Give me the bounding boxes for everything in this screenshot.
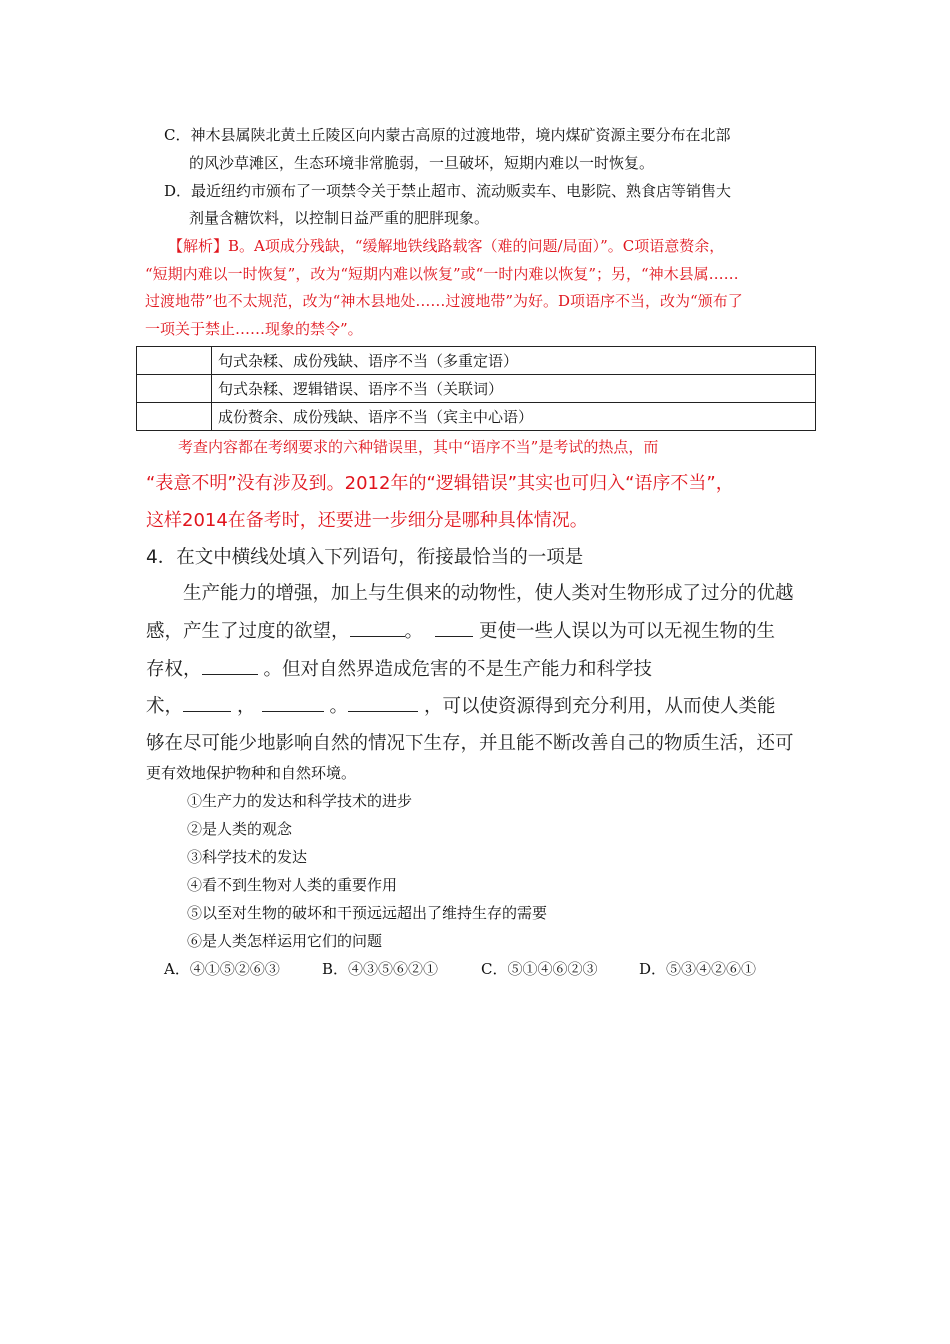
- passage-text: ，: [237, 696, 256, 717]
- analysis-line1: 【解析】B。A项成分残缺，“缓解地铁线路载客（难的问题/局面）”。C项语意赘余，: [168, 237, 725, 255]
- table-row: [137, 403, 816, 431]
- option-d-line1: D．最近纽约市颁布了一项禁令关于禁止超市、流动贩卖车、电影院、熟食店等销售大: [164, 182, 732, 200]
- passage-text: 更使一些人误以为可以无视生物的生: [479, 621, 776, 642]
- analysis-line4: 一项关于禁止……现象的禁令”。: [145, 320, 363, 338]
- blank-2[interactable]: [435, 620, 473, 637]
- commentary-line3: 这样2014在备考时，还要进一步细分是哪种具体情况。: [146, 510, 588, 531]
- passage-text: 。但对自然界造成危害的不是生产能力和科学技: [263, 659, 653, 680]
- list-item: ②是人类的观念: [187, 820, 293, 838]
- list-item: ④看不到生物对人类的重要作用: [187, 876, 398, 894]
- question4-para-line2: [146, 617, 775, 643]
- passage-text: 。: [404, 621, 424, 642]
- commentary-line2: “表意不明”没有涉及到。2012年的“逻辑错误”其实也可归入“语序不当”，: [146, 473, 734, 494]
- question4-para-line1: 生产能力的增强，加上与生俱来的动物性，使人类对生物形成了过分的优越: [183, 583, 794, 604]
- table-row: [137, 375, 816, 403]
- list-item: ⑤以至对生物的破坏和干预远远超出了维持生存的需要: [187, 904, 548, 922]
- passage-text: ，可以使资源得到充分利用，从而使人类能: [424, 696, 776, 717]
- question4-para-line6: 更有效地保护物种和自然环境。: [146, 764, 357, 782]
- blank-5[interactable]: [262, 695, 324, 712]
- table-cell-year: [137, 347, 212, 375]
- list-item: ⑥是人类怎样运用它们的问题: [187, 932, 383, 950]
- blank-1[interactable]: [350, 620, 405, 637]
- table-row: [137, 347, 816, 375]
- passage-text: 感，产生了过度的欲望，: [146, 621, 350, 642]
- passage-text: 存权，: [146, 659, 202, 680]
- list-item: ①生产力的发达和科学技术的进步: [187, 792, 413, 810]
- question4-para-line5: 够在尽可能少地影响自然的情况下生存，并且能不断改善自己的物质生活，还可: [146, 733, 794, 754]
- passage-text: 。: [329, 696, 349, 717]
- choice-b[interactable]: B．④③⑤⑥②①: [322, 960, 439, 978]
- blank-3[interactable]: [202, 658, 258, 675]
- option-c-line1: C．神木县属陕北黄土丘陵区向内蒙古高原的过渡地带，境内煤矿资源主要分布在北部: [164, 126, 731, 144]
- choice-a[interactable]: A．④①⑤②⑥③: [164, 960, 280, 978]
- blank-4[interactable]: [183, 695, 231, 712]
- table-cell-content: 句式杂糅、成份残缺、语序不当（多重定语）: [212, 347, 816, 375]
- list-item: ③科学技术的发达: [187, 848, 308, 866]
- table-cell-content: 句式杂糅、逻辑错误、语序不当（关联词）: [212, 375, 816, 403]
- table-cell-year: [137, 375, 212, 403]
- table-cell-year: [137, 403, 212, 431]
- blank-6[interactable]: [348, 695, 418, 712]
- question4-stem: 4．在文中横线处填入下列语句，衔接最恰当的一项是: [146, 547, 584, 568]
- choice-d[interactable]: D．⑤③④②⑥①: [639, 960, 757, 978]
- option-d-line2: 剂量含糖饮料，以控制日益严重的肥胖现象。: [189, 209, 490, 227]
- choice-c[interactable]: C．⑤①④⑥②③: [481, 960, 598, 978]
- passage-text: 术，: [146, 696, 184, 717]
- table-cell-content: 成份赘余、成份残缺、语序不当（宾主中心语）: [212, 403, 816, 431]
- question4-para-line4: [146, 692, 776, 718]
- error-type-table: [136, 346, 816, 431]
- commentary-line1: 考查内容都在考纲要求的六种错误里，其中“语序不当”是考试的热点，而: [178, 438, 659, 456]
- analysis-line3: 过渡地带”也不太规范，改为“神木县地处……过渡地带”为好。D项语序不当，改为“颁布了: [145, 292, 743, 310]
- option-c-line2: 的风沙草滩区，生态环境非常脆弱，一旦破坏，短期内难以一时恢复。: [189, 154, 655, 172]
- analysis-line2: “短期内难以一时恢复”，改为“短期内难以恢复”或“一时内难以恢复”；另，“神木县属……: [145, 265, 739, 283]
- question4-para-line3: [146, 655, 652, 681]
